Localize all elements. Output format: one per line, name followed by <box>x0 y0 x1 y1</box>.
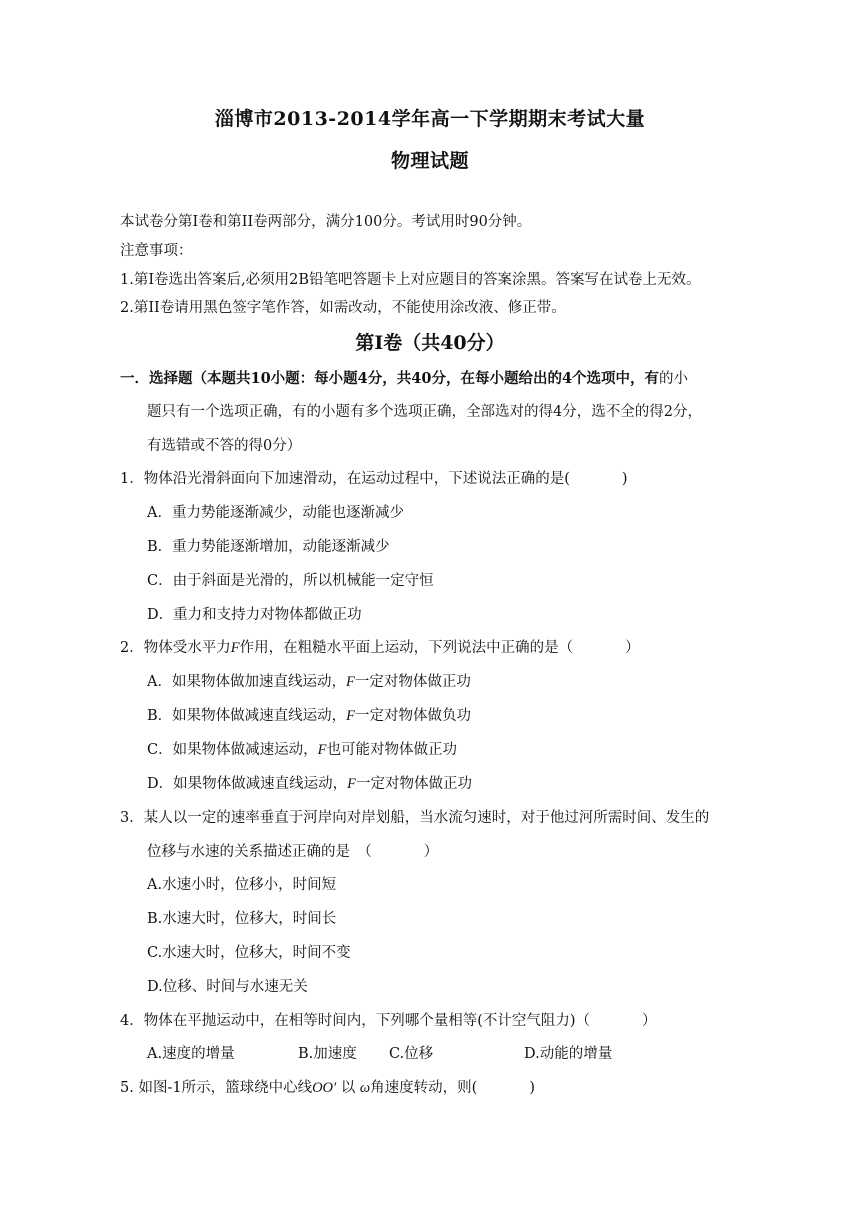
section-instruction <box>120 370 688 388</box>
answer-bracket: ） <box>642 1013 657 1029</box>
section-heading: 第I卷（共40分） <box>355 332 505 354</box>
option-text: 一定对物体做负功 <box>355 708 472 724</box>
option-1d: D．重力和支持力对物体都做正功 <box>147 607 362 623</box>
option-2a <box>147 674 471 691</box>
var-f: F <box>230 640 240 656</box>
question-3-text: 位移与水速的关系描述正确的是 （ <box>147 844 372 860</box>
instruction-line-3: 有选错或不答的得0分） <box>147 438 302 454</box>
question-2-text-pre: 2．物体受水平力 <box>120 640 231 656</box>
question-5-text-post: 角速度转动，则( <box>370 1080 478 1096</box>
option-text: B．如果物体做减速直线运动， <box>147 708 347 724</box>
var-omega: ω <box>359 1080 371 1096</box>
var-f: F <box>317 742 327 758</box>
page-subtitle: 物理试题 <box>390 150 469 172</box>
question-1-stem <box>120 471 628 488</box>
question-4-text: 4．物体在平抛运动中，在相等时间内，下列哪个量相等(不计空气阻力)（ <box>120 1013 591 1029</box>
option-2d <box>147 776 472 793</box>
option-4a: A.速度的增量 <box>147 1046 235 1062</box>
option-3b: B.水速大时，位移大，时间长 <box>147 911 337 927</box>
var-f: F <box>345 674 355 690</box>
intro-line: 本试卷分第I卷和第II卷两部分，满分100分。考试用时90分钟。 <box>120 214 532 230</box>
question-5-text-pre: 5. 如图-1所示，篮球绕中心线 <box>120 1080 313 1096</box>
question-2-text-post: 作用，在粗糙水平面上运动，下列说法中正确的是（ <box>239 640 574 656</box>
option-4c: C.位移 <box>389 1046 434 1062</box>
question-3-stem-line-2 <box>147 844 438 861</box>
option-text: 也可能对物体做正功 <box>326 742 457 758</box>
option-text: D．如果物体做减速直线运动， <box>147 776 348 792</box>
var-axis: OO′ <box>312 1080 337 1096</box>
note-1: 1.第I卷选出答案后,必须用2B铅笔吧答题卡上对应题目的答案涂黑。答案写在试卷上无效。 <box>120 272 701 288</box>
option-4b: B.加速度 <box>298 1046 357 1062</box>
option-1a: A．重力势能逐渐减少，动能也逐渐减少 <box>147 505 404 521</box>
notes-label: 注意事项： <box>120 243 193 259</box>
answer-bracket: ) <box>621 471 628 487</box>
option-3c: C.水速大时，位移大，时间不变 <box>147 945 351 961</box>
option-1c: C．由于斜面是光滑的，所以机械能一定守恒 <box>147 573 434 589</box>
option-text: 一定对物体做正功 <box>354 674 471 690</box>
question-3-stem: 3．某人以一定的速率垂直于河岸向对岸划船，当水流匀速时，对于他过河所需时间、发生的 <box>120 810 710 826</box>
answer-bracket: ） <box>423 844 439 860</box>
instruction-line-2: 题只有一个选项正确，有的小题有多个选项正确，全部选对的得4分，选不全的得2分， <box>147 404 702 420</box>
page-title: 淄博市2013-2014学年高一下学期期末考试大量 <box>214 108 646 130</box>
answer-bracket: ） <box>625 640 640 656</box>
var-f: F <box>347 776 356 792</box>
var-f: F <box>346 708 356 724</box>
answer-bracket: ) <box>529 1080 536 1096</box>
question-4-stem <box>120 1013 657 1030</box>
option-4d: D.动能的增量 <box>524 1046 613 1062</box>
option-2c <box>147 742 457 759</box>
option-3a: A.水速小时，位移小，时间短 <box>147 877 337 893</box>
option-text: 一定对物体做正功 <box>355 776 472 792</box>
option-3d: D.位移、时间与水速无关 <box>147 979 308 995</box>
instruction-bold: 一．选择题（本题共10小题：每小题4分，共40分，在每小题给出的4个选项中，有 <box>120 370 660 387</box>
question-5-text-mid: 以 <box>340 1080 356 1096</box>
question-5-stem <box>120 1080 535 1097</box>
option-1b: B．重力势能逐渐增加，动能逐渐减少 <box>147 539 390 555</box>
note-2: 2.第II卷请用黑色签字笔作答，如需改动，不能使用涂改液、修正带。 <box>120 300 566 316</box>
instruction-tail: 的小 <box>659 371 689 387</box>
question-2-stem <box>120 640 640 657</box>
option-text: C．如果物体做减速运动， <box>147 742 318 758</box>
option-text: A．如果物体做加速直线运动， <box>147 674 346 690</box>
option-2b <box>147 708 471 725</box>
question-1-text: 1．物体沿光滑斜面向下加速滑动，在运动过程中，下述说法正确的是( <box>120 471 570 487</box>
